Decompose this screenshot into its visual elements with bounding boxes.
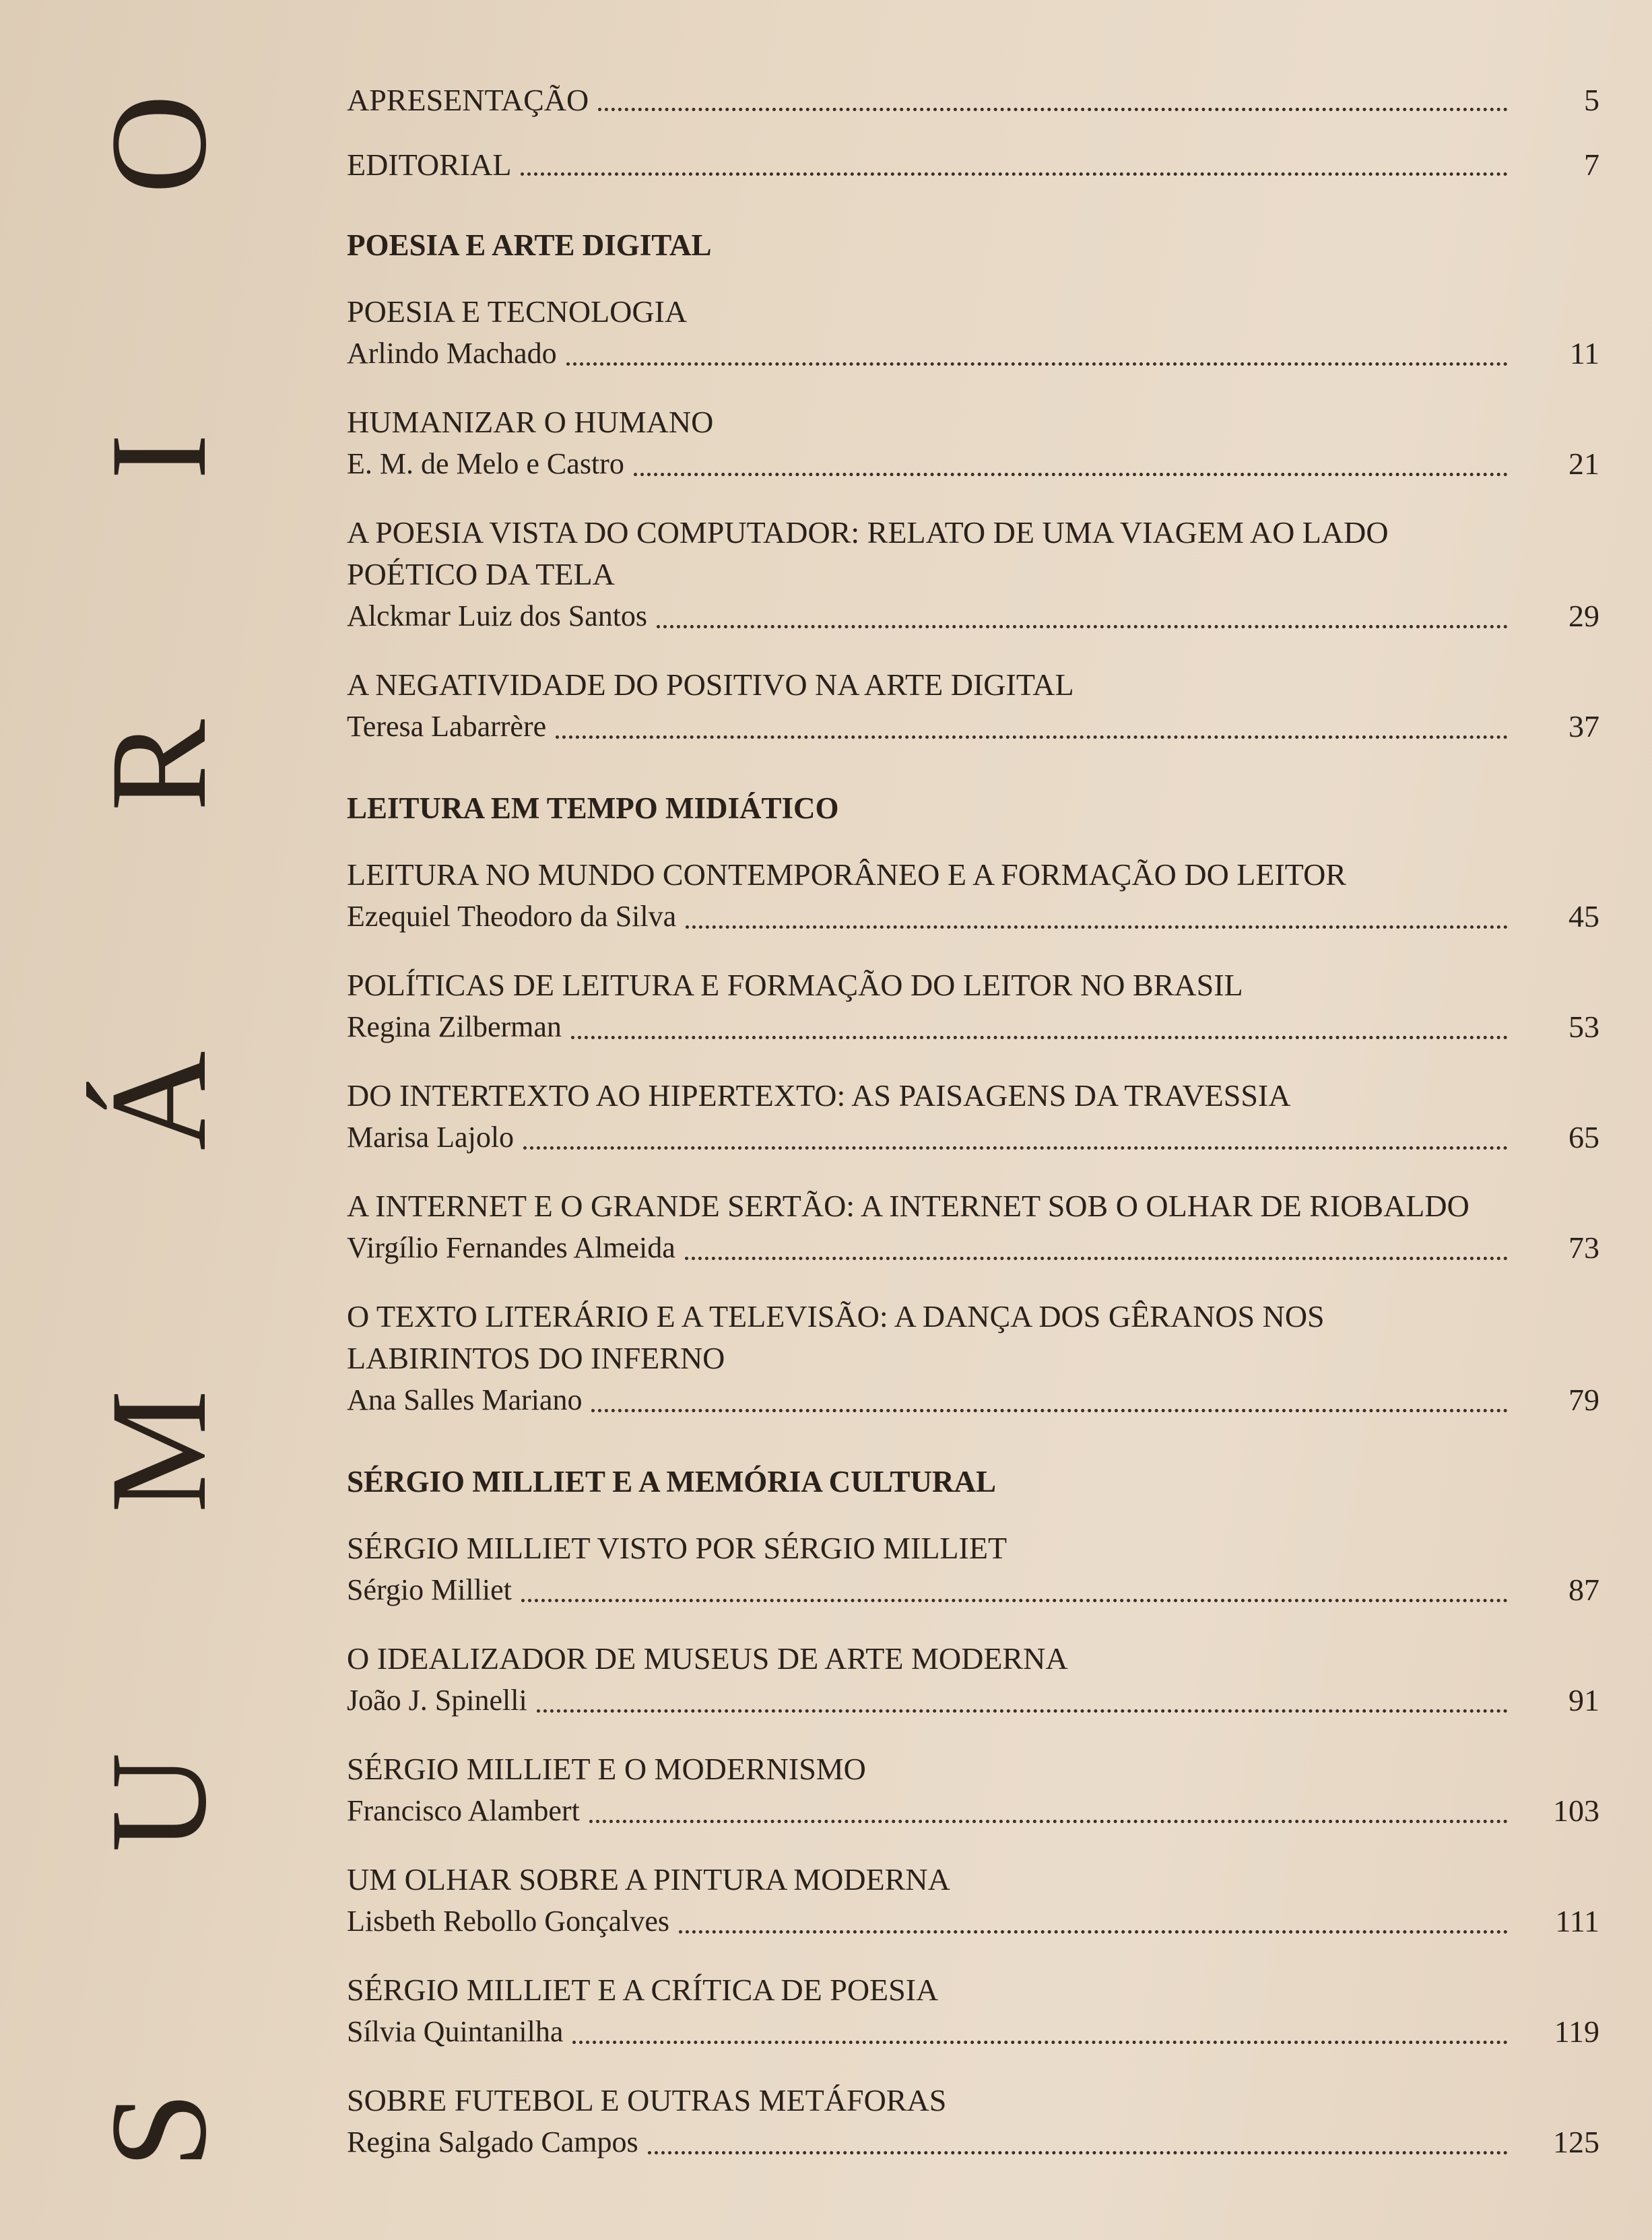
- author-line: [347, 1227, 1599, 1269]
- dot-leader: [634, 473, 1508, 476]
- article-title: SOBRE FUTEBOL E OUTRAS METÁFORAS: [347, 2083, 947, 2117]
- author-line: [347, 1379, 1599, 1421]
- article-title: A INTERNET E O GRANDE SERTÃO: A INTERNET SOB O OLHAR DE RIOBALDO: [347, 1189, 1469, 1223]
- author-line: [347, 333, 1599, 374]
- author-line: [347, 706, 1599, 748]
- title-letter: O: [81, 94, 235, 195]
- author-line: [347, 896, 1599, 937]
- article-title: LABIRINTOS DO INFERNO: [347, 1341, 725, 1375]
- page-number: 7: [1584, 147, 1599, 182]
- author-line: [347, 595, 1599, 637]
- article-title: A POESIA VISTA DO COMPUTADOR: RELATO DE UMA VIAGEM AO LADO: [347, 515, 1389, 550]
- toc-section: [347, 789, 1599, 1421]
- dot-leader: [598, 108, 1508, 111]
- article-title: POESIA E TECNOLOGIA: [347, 294, 688, 329]
- dot-leader: [685, 1257, 1508, 1260]
- author-line: [347, 1680, 1599, 1721]
- page-number: 65: [1568, 1120, 1599, 1154]
- toc-entry[interactable]: [347, 1859, 1599, 1942]
- title-letters: [81, 94, 236, 2169]
- article-title: HUMANIZAR O HUMANO: [347, 405, 714, 439]
- toc-entry[interactable]: [347, 81, 1599, 120]
- toc-entry[interactable]: [347, 512, 1599, 637]
- dot-leader: [589, 1820, 1508, 1823]
- article-author: Arlindo Machado: [347, 337, 557, 370]
- page-number: 111: [1555, 1904, 1599, 1938]
- page-number: 45: [1568, 899, 1599, 933]
- title-letter: M: [81, 1390, 235, 1513]
- toc-entry[interactable]: [347, 1185, 1599, 1269]
- page-number: 87: [1568, 1573, 1599, 1607]
- title-letter: U: [81, 1752, 235, 1853]
- dot-leader: [572, 2041, 1508, 2044]
- toc-entry[interactable]: [347, 1075, 1599, 1158]
- dot-leader: [686, 925, 1508, 929]
- table-of-contents: [347, 81, 1599, 2163]
- article-title: A NEGATIVIDADE DO POSITIVO NA ARTE DIGITAL: [347, 667, 1074, 702]
- toc-entry[interactable]: [347, 1527, 1599, 1611]
- article-author: Regina Salgado Campos: [347, 2126, 638, 2159]
- article-author: João J. Spinelli: [347, 1684, 527, 1717]
- page-number: 37: [1568, 709, 1599, 744]
- toc-entry[interactable]: [347, 1296, 1599, 1421]
- dot-leader: [521, 172, 1508, 176]
- page-number: 103: [1553, 1793, 1599, 1828]
- section-heading: POESIA E ARTE DIGITAL: [347, 228, 712, 262]
- author-line: [347, 1117, 1599, 1158]
- toc-entry[interactable]: [347, 401, 1599, 485]
- toc-section: [347, 226, 1599, 748]
- toc-entry[interactable]: [347, 854, 1599, 937]
- section-heading: SÉRGIO MILLIET E A MEMÓRIA CULTURAL: [347, 1465, 996, 1498]
- toc-entry[interactable]: [347, 964, 1599, 1048]
- dot-leader: [648, 2151, 1508, 2154]
- page-number: 73: [1568, 1230, 1599, 1265]
- toc-entry[interactable]: [347, 291, 1599, 374]
- article-author: E. M. de Melo e Castro: [347, 447, 624, 480]
- author-line: [347, 1569, 1599, 1611]
- dot-leader: [657, 625, 1508, 628]
- dot-leader: [521, 1599, 1508, 1602]
- title-letter: R: [81, 719, 235, 812]
- dot-leader: [556, 735, 1508, 739]
- article-author: Alckmar Luiz dos Santos: [347, 599, 648, 632]
- article-title: O IDEALIZADOR DE MUSEUS DE ARTE MODERNA: [347, 1641, 1068, 1676]
- page-number: 11: [1569, 336, 1599, 370]
- author-line: [347, 443, 1599, 485]
- author-line: [347, 2121, 1599, 2163]
- article-author: Marisa Lajolo: [347, 1121, 515, 1154]
- author-line: [347, 1790, 1599, 1832]
- author-line: [347, 1901, 1599, 1942]
- article-title: O TEXTO LITERÁRIO E A TELEVISÃO: A DANÇA DOS GÊRANOS NOS: [347, 1299, 1325, 1333]
- article-title: SÉRGIO MILLIET VISTO POR SÉRGIO MILLIET: [347, 1531, 1007, 1565]
- article-title: DO INTERTEXTO AO HIPERTEXTO: AS PAISAGENS DA TRAVESSIA: [347, 1078, 1291, 1113]
- page-number: 79: [1568, 1383, 1599, 1417]
- page-number: 53: [1568, 1010, 1599, 1044]
- dot-leader: [679, 1930, 1508, 1934]
- article-title: LEITURA NO MUNDO CONTEMPORÂNEO E A FORMAÇÃO DO LEITOR: [347, 857, 1346, 892]
- article-title: SÉRGIO MILLIET E A CRÍTICA DE POESIA: [347, 1973, 939, 2007]
- article-author: Francisco Alambert: [347, 1794, 580, 1827]
- article-author: Ana Salles Mariano: [347, 1383, 583, 1416]
- entry-label: EDITORIAL: [347, 147, 512, 182]
- entry-label: APRESENTAÇÃO: [347, 83, 589, 117]
- author-line: [347, 2011, 1599, 2053]
- dot-leader: [566, 362, 1508, 366]
- toc-entry[interactable]: [347, 1748, 1599, 1832]
- page-number: 5: [1584, 83, 1599, 117]
- toc-entry[interactable]: [347, 1969, 1599, 2053]
- vertical-page-title: [81, 94, 236, 2169]
- article-author: Ezequiel Theodoro da Silva: [347, 900, 677, 933]
- page-number: 29: [1568, 599, 1599, 633]
- article-title: POLÍTICAS DE LEITURA E FORMAÇÃO DO LEITOR NO BRASIL: [347, 968, 1243, 1002]
- article-author: Lisbeth Rebollo Gonçalves: [347, 1905, 670, 1938]
- page-number: 21: [1568, 447, 1599, 481]
- article-author: Teresa Labarrère: [347, 710, 547, 743]
- toc-entry[interactable]: [347, 1638, 1599, 1721]
- dot-leader: [571, 1036, 1508, 1039]
- title-letter: Á: [81, 1051, 235, 1151]
- page-number: 125: [1553, 2125, 1599, 2159]
- dot-leader: [537, 1709, 1508, 1713]
- article-title: UM OLHAR SOBRE A PINTURA MODERNA: [347, 1862, 950, 1897]
- page-number: 91: [1568, 1683, 1599, 1717]
- toc-section: [347, 1463, 1599, 2163]
- article-author: Sílvia Quintanilha: [347, 2015, 564, 2048]
- article-author: Virgílio Fernandes Almeida: [347, 1231, 675, 1264]
- title-letter: I: [81, 433, 235, 480]
- article-author: Sérgio Milliet: [347, 1573, 512, 1606]
- dot-leader: [591, 1409, 1508, 1412]
- toc-entry[interactable]: [347, 2080, 1599, 2163]
- page-number: 119: [1554, 2014, 1599, 2049]
- author-line: [347, 1006, 1599, 1048]
- toc-entry[interactable]: [347, 664, 1599, 748]
- dot-leader: [523, 1146, 1508, 1150]
- toc-entry[interactable]: [347, 145, 1599, 185]
- title-letter: S: [81, 2091, 235, 2169]
- article-title: POÉTICO DA TELA: [347, 557, 615, 591]
- article-author: Regina Zilberman: [347, 1010, 562, 1043]
- article-title: SÉRGIO MILLIET E O MODERNISMO: [347, 1752, 866, 1786]
- section-heading: LEITURA EM TEMPO MIDIÁTICO: [347, 791, 839, 825]
